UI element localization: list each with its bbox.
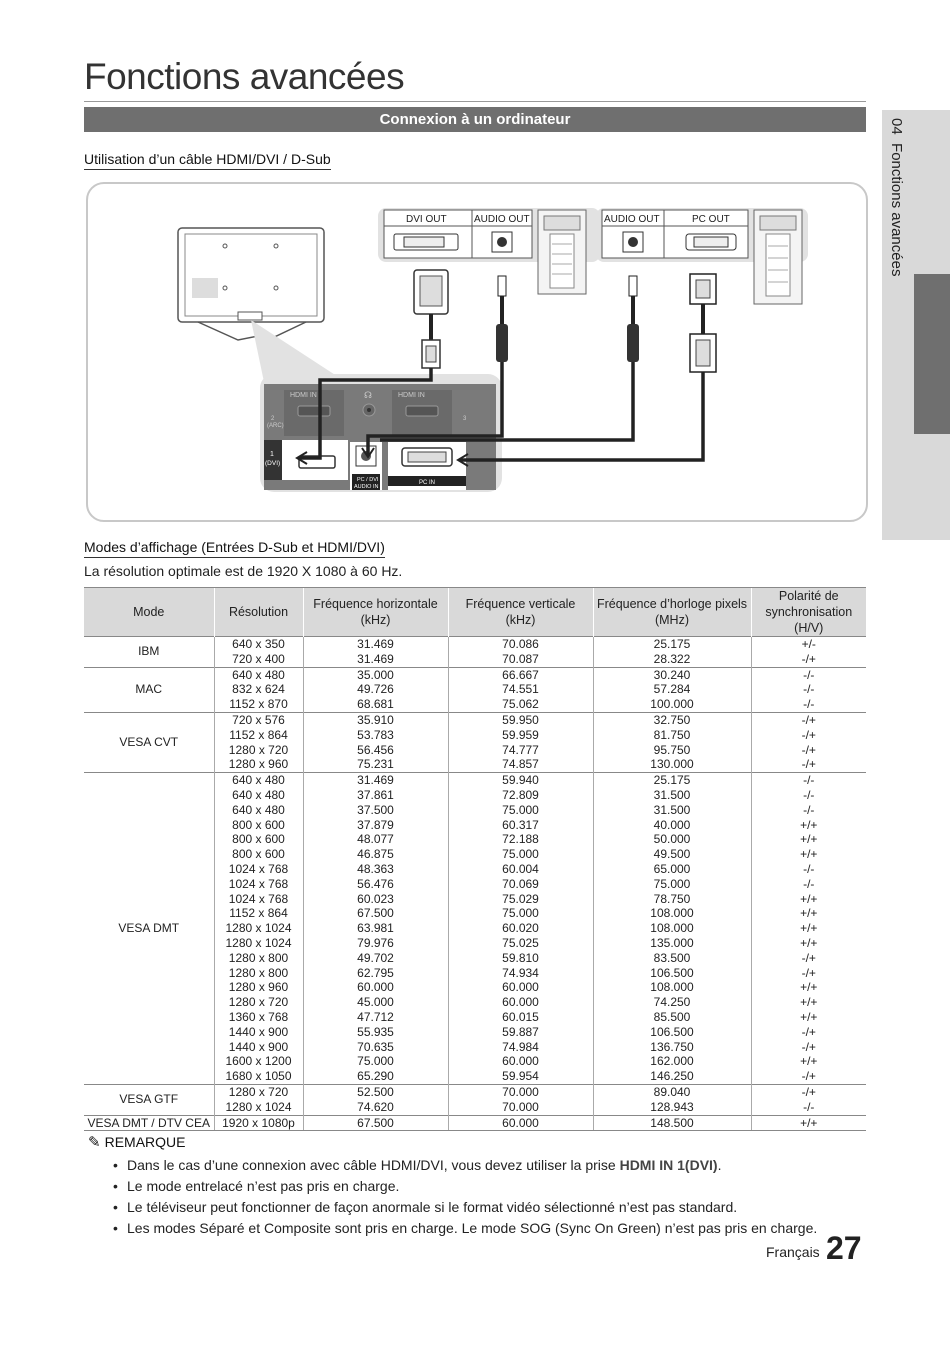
mode-cell: IBM: [84, 637, 214, 668]
pixel-clock-cell: 25.175: [593, 637, 751, 652]
hfreq-cell: 63.981: [303, 921, 448, 936]
page-number: 27: [826, 1230, 862, 1266]
polarity-cell: -/-: [751, 862, 866, 877]
resolution-cell: 1280 x 800: [214, 951, 303, 966]
pixel-clock-cell: 130.000: [593, 757, 751, 772]
hfreq-cell: 49.726: [303, 682, 448, 697]
polarity-cell: +/+: [751, 832, 866, 847]
pixel-clock-cell: 81.750: [593, 728, 751, 743]
vfreq-cell: 72.188: [448, 832, 593, 847]
resolution-cell: 800 x 600: [214, 818, 303, 833]
vfreq-cell: 74.551: [448, 682, 593, 697]
pixel-clock-cell: 135.000: [593, 936, 751, 951]
pc-in-label: PC IN: [419, 480, 436, 486]
pixel-clock-cell: 148.500: [593, 1115, 751, 1131]
hfreq-cell: 49.702: [303, 951, 448, 966]
header-clock-line1: Fréquence d’horloge pixels: [596, 597, 748, 611]
hfreq-cell: 56.456: [303, 743, 448, 758]
side-tab-number: 04: [888, 118, 905, 135]
hfreq-cell: 35.000: [303, 667, 448, 682]
resolution-cell: 1024 x 768: [214, 862, 303, 877]
pixel-clock-cell: 25.175: [593, 773, 751, 788]
pixel-clock-cell: 83.500: [593, 951, 751, 966]
vfreq-cell: 70.069: [448, 877, 593, 892]
vfreq-cell: 60.000: [448, 1054, 593, 1069]
resolution-cell: 1680 x 1050: [214, 1069, 303, 1084]
header-horizontal-frequency: [303, 588, 448, 637]
resolution-cell: 800 x 600: [214, 847, 303, 862]
pixel-clock-cell: 74.250: [593, 995, 751, 1010]
hfreq-cell: 74.620: [303, 1100, 448, 1115]
pixel-clock-cell: 89.040: [593, 1084, 751, 1099]
pc-out-label: PC OUT: [692, 214, 730, 225]
mode-cell: VESA GTF: [84, 1084, 214, 1115]
header-mode-text: Mode: [133, 605, 165, 619]
pixel-clock-cell: 31.500: [593, 803, 751, 818]
note-heading: [88, 1133, 185, 1151]
table-row: [84, 773, 866, 788]
resolution-cell: 1024 x 768: [214, 892, 303, 907]
hfreq-cell: 31.469: [303, 773, 448, 788]
vfreq-cell: 75.025: [448, 936, 593, 951]
polarity-cell: +/+: [751, 1054, 866, 1069]
polarity-cell: -/+: [751, 1084, 866, 1099]
vfreq-cell: 72.809: [448, 788, 593, 803]
hfreq-cell: 62.795: [303, 966, 448, 981]
note-title-text: REMARQUE: [104, 1134, 186, 1150]
pixel-clock-cell: 57.284: [593, 682, 751, 697]
polarity-cell: -/+: [751, 1069, 866, 1084]
header-vfreq-line1: Fréquence verticale: [465, 597, 576, 611]
resolution-cell: 800 x 600: [214, 832, 303, 847]
header-pol-line3: (H/V): [794, 621, 824, 635]
side-tab-text: [888, 118, 905, 276]
header-vertical-frequency: [448, 588, 593, 637]
vfreq-cell: 74.984: [448, 1040, 593, 1055]
note-3-text: Le téléviseur peut fonctionner de façon anormale si le format vidéo sélectionné n’est pas standard.: [127, 1199, 738, 1215]
hfreq-cell: 31.469: [303, 637, 448, 652]
svg-text:☊: ☊: [364, 390, 372, 400]
resolution-cell: 640 x 480: [214, 667, 303, 682]
pixel-clock-cell: 85.500: [593, 1010, 751, 1025]
table-row: [84, 637, 866, 652]
resolution-cell: 640 x 480: [214, 773, 303, 788]
hfreq-cell: 35.910: [303, 712, 448, 727]
hfreq-cell: 79.976: [303, 936, 448, 951]
resolution-cell: 1600 x 1200: [214, 1054, 303, 1069]
vfreq-cell: 75.000: [448, 803, 593, 818]
resolution-cell: 720 x 400: [214, 652, 303, 667]
hfreq-cell: 48.363: [303, 862, 448, 877]
hfreq-cell: 65.290: [303, 1069, 448, 1084]
audio-out-label-2: AUDIO OUT: [604, 214, 660, 225]
pixel-clock-cell: 49.500: [593, 847, 751, 862]
pixel-clock-cell: 30.240: [593, 667, 751, 682]
connection-diagram: [86, 182, 868, 522]
audio-in-label: AUDIO IN: [354, 484, 379, 490]
vfreq-cell: 59.810: [448, 951, 593, 966]
table-row: [84, 712, 866, 727]
note-item: [110, 1218, 817, 1239]
polarity-cell: +/+: [751, 818, 866, 833]
hfreq-cell: 67.500: [303, 906, 448, 921]
resolution-cell: 1152 x 864: [214, 906, 303, 921]
resolution-cell: 1280 x 1024: [214, 921, 303, 936]
header-vfreq-line2: (kHz): [505, 613, 536, 627]
vfreq-cell: 59.940: [448, 773, 593, 788]
resolution-cell: 640 x 480: [214, 803, 303, 818]
title-divider: [84, 101, 866, 102]
pixel-clock-cell: 162.000: [593, 1054, 751, 1069]
vfreq-cell: 75.000: [448, 906, 593, 921]
polarity-cell: -/+: [751, 1040, 866, 1055]
pc-dvi-output-panel: [378, 208, 600, 294]
header-hfreq-line2: (kHz): [360, 613, 391, 627]
polarity-cell: +/+: [751, 1115, 866, 1131]
hfreq-cell: 37.500: [303, 803, 448, 818]
display-modes-body: [84, 637, 866, 1131]
subsection-heading-modes: Modes d’affichage (Entrées D-Sub et HDMI/DVI): [84, 539, 385, 558]
resolution-cell: 1280 x 960: [214, 757, 303, 772]
vfreq-cell: 70.086: [448, 637, 593, 652]
note-item: [110, 1176, 817, 1197]
resolution-cell: 720 x 576: [214, 712, 303, 727]
hfreq-cell: 46.875: [303, 847, 448, 862]
vfreq-cell: 59.887: [448, 1025, 593, 1040]
vfreq-cell: 74.777: [448, 743, 593, 758]
note-2-text: Le mode entrelacé n’est pas pris en charge.: [127, 1178, 400, 1194]
hfreq-cell: 75.000: [303, 1054, 448, 1069]
polarity-cell: -/-: [751, 803, 866, 818]
resolution-cell: 640 x 480: [214, 788, 303, 803]
header-resolution: [214, 588, 303, 637]
vfreq-cell: 70.087: [448, 652, 593, 667]
subsection-heading-cable: Utilisation d’un câble HDMI/DVI / D-Sub: [84, 151, 331, 170]
pixel-clock-cell: 65.000: [593, 862, 751, 877]
pixel-clock-cell: 100.000: [593, 697, 751, 712]
port-3-label: 3: [463, 416, 467, 422]
vfreq-cell: 60.000: [448, 980, 593, 995]
port-1-label: 1: [270, 451, 274, 458]
table-row: [84, 667, 866, 682]
vfreq-cell: 60.020: [448, 921, 593, 936]
dvi-out-label: DVI OUT: [406, 214, 447, 225]
header-mode: [84, 588, 214, 637]
tv-connector-panel: [260, 374, 502, 492]
resolution-cell: 1440 x 900: [214, 1040, 303, 1055]
polarity-cell: -/+: [751, 743, 866, 758]
note-item: [110, 1197, 817, 1218]
hfreq-cell: 60.023: [303, 892, 448, 907]
pixel-clock-cell: 128.943: [593, 1100, 751, 1115]
header-hfreq-line1: Fréquence horizontale: [313, 597, 438, 611]
polarity-cell: +/+: [751, 847, 866, 862]
note-1-emphasis: HDMI IN 1(DVI): [619, 1157, 718, 1173]
header-resolution-text: Résolution: [228, 605, 289, 619]
note-1-text: Dans le cas d’une connexion avec câble HDMI/DVI, vous devez utiliser la prise: [127, 1157, 620, 1173]
footer-language: Français: [766, 1244, 820, 1260]
pc-dvi-label-line1: PC / DVI: [357, 477, 379, 483]
vfreq-cell: 59.950: [448, 712, 593, 727]
dvi-label: (DVI): [265, 460, 281, 467]
optimal-resolution-note: La résolution optimale est de 1920 X 1080 à 60 Hz.: [84, 563, 403, 579]
note-item: [110, 1155, 817, 1176]
vfreq-cell: 74.934: [448, 966, 593, 981]
table-row: [84, 1084, 866, 1099]
pixel-clock-cell: 75.000: [593, 877, 751, 892]
vfreq-cell: 60.317: [448, 818, 593, 833]
resolution-cell: 1360 x 768: [214, 1010, 303, 1025]
pixel-clock-cell: 50.000: [593, 832, 751, 847]
resolution-cell: 1440 x 900: [214, 1025, 303, 1040]
polarity-cell: +/+: [751, 1010, 866, 1025]
polarity-cell: -/+: [751, 966, 866, 981]
vfreq-cell: 70.000: [448, 1100, 593, 1115]
pixel-clock-cell: 31.500: [593, 788, 751, 803]
hfreq-cell: 52.500: [303, 1084, 448, 1099]
polarity-cell: -/-: [751, 877, 866, 892]
header-pixel-clock: [593, 588, 751, 637]
mode-cell: VESA DMT: [84, 773, 214, 1085]
tv-back-illustration: [178, 228, 324, 340]
connection-diagram-svg: [88, 184, 866, 520]
hfreq-cell: 48.077: [303, 832, 448, 847]
polarity-cell: +/+: [751, 936, 866, 951]
polarity-cell: -/-: [751, 667, 866, 682]
resolution-cell: 1280 x 960: [214, 980, 303, 995]
pixel-clock-cell: 95.750: [593, 743, 751, 758]
hfreq-cell: 37.879: [303, 818, 448, 833]
hfreq-cell: 75.231: [303, 757, 448, 772]
resolution-cell: 640 x 350: [214, 637, 303, 652]
pixel-clock-cell: 108.000: [593, 921, 751, 936]
hfreq-cell: 60.000: [303, 980, 448, 995]
resolution-cell: 1280 x 720: [214, 995, 303, 1010]
side-tab-marker: [914, 274, 950, 434]
hfreq-cell: 56.476: [303, 877, 448, 892]
vfreq-cell: 60.015: [448, 1010, 593, 1025]
mode-cell: VESA CVT: [84, 712, 214, 772]
header-clock-line2: (MHz): [654, 613, 689, 627]
note-4-text: Les modes Séparé et Composite sont pris en charge. Le mode SOG (Sync On Green) n’est pas pris en charge.: [127, 1220, 818, 1236]
pixel-clock-cell: 28.322: [593, 652, 751, 667]
polarity-cell: +/+: [751, 906, 866, 921]
pixel-clock-cell: 108.000: [593, 980, 751, 995]
polarity-cell: +/+: [751, 995, 866, 1010]
resolution-cell: 1280 x 720: [214, 743, 303, 758]
vfreq-cell: 75.029: [448, 892, 593, 907]
note-1-end: .: [717, 1157, 722, 1173]
vfreq-cell: 59.954: [448, 1069, 593, 1084]
polarity-cell: -/-: [751, 773, 866, 788]
hfreq-cell: 37.861: [303, 788, 448, 803]
pixel-clock-cell: 78.750: [593, 892, 751, 907]
vfreq-cell: 59.959: [448, 728, 593, 743]
header-pol-line2: synchronisation: [765, 605, 853, 619]
polarity-cell: -/-: [751, 697, 866, 712]
polarity-cell: -/-: [751, 1100, 866, 1115]
polarity-cell: -/-: [751, 788, 866, 803]
polarity-cell: -/+: [751, 757, 866, 772]
resolution-cell: 1024 x 768: [214, 877, 303, 892]
polarity-cell: -/+: [751, 728, 866, 743]
page-title: Fonctions avancées: [84, 56, 405, 97]
polarity-cell: +/+: [751, 980, 866, 995]
hdmi-in-label-left: HDMI IN: [290, 392, 317, 399]
pixel-clock-cell: 108.000: [593, 906, 751, 921]
hdmi-in-label-right: HDMI IN: [398, 392, 425, 399]
polarity-cell: -/+: [751, 712, 866, 727]
pencil-icon: ✎: [88, 1134, 101, 1151]
vfreq-cell: 75.000: [448, 847, 593, 862]
polarity-cell: +/+: [751, 921, 866, 936]
resolution-cell: 1280 x 720: [214, 1084, 303, 1099]
header-sync-polarity: [751, 588, 866, 637]
resolution-cell: 1920 x 1080p: [214, 1115, 303, 1131]
hfreq-cell: 45.000: [303, 995, 448, 1010]
vfreq-cell: 75.062: [448, 697, 593, 712]
pixel-clock-cell: 106.500: [593, 966, 751, 981]
pixel-clock-cell: 136.750: [593, 1040, 751, 1055]
arc-label: (ARC): [267, 423, 284, 429]
display-modes-table: [84, 587, 866, 1131]
resolution-cell: 1280 x 1024: [214, 1100, 303, 1115]
pixel-clock-cell: 32.750: [593, 712, 751, 727]
resolution-cell: 1280 x 1024: [214, 936, 303, 951]
mode-cell: VESA DMT / DTV CEA: [84, 1115, 214, 1131]
vfreq-cell: 60.004: [448, 862, 593, 877]
hfreq-cell: 68.681: [303, 697, 448, 712]
pixel-clock-cell: 146.250: [593, 1069, 751, 1084]
resolution-cell: 1152 x 870: [214, 697, 303, 712]
port-2-label: 2: [271, 416, 275, 422]
resolution-cell: 832 x 624: [214, 682, 303, 697]
resolution-cell: 1280 x 800: [214, 966, 303, 981]
pixel-clock-cell: 40.000: [593, 818, 751, 833]
hfreq-cell: 47.712: [303, 1010, 448, 1025]
polarity-cell: -/+: [751, 1025, 866, 1040]
chapter-side-tab: [882, 110, 950, 540]
hfreq-cell: 31.469: [303, 652, 448, 667]
vfreq-cell: 66.667: [448, 667, 593, 682]
mode-cell: MAC: [84, 667, 214, 712]
table-row: [84, 1115, 866, 1131]
hfreq-cell: 55.935: [303, 1025, 448, 1040]
hfreq-cell: 53.783: [303, 728, 448, 743]
vfreq-cell: 74.857: [448, 757, 593, 772]
hfreq-cell: 70.635: [303, 1040, 448, 1055]
vfreq-cell: 60.000: [448, 1115, 593, 1131]
side-tab-label: Fonctions avancées: [888, 143, 905, 277]
vfreq-cell: 60.000: [448, 995, 593, 1010]
polarity-cell: +/+: [751, 892, 866, 907]
polarity-cell: -/+: [751, 652, 866, 667]
audio-out-label-1: AUDIO OUT: [474, 214, 530, 225]
pixel-clock-cell: 106.500: [593, 1025, 751, 1040]
resolution-cell: 1152 x 864: [214, 728, 303, 743]
vfreq-cell: 70.000: [448, 1084, 593, 1099]
section-title: Connexion à un ordinateur: [84, 107, 866, 132]
polarity-cell: -/-: [751, 682, 866, 697]
polarity-cell: -/+: [751, 951, 866, 966]
header-pol-line1: Polarité de: [778, 589, 839, 603]
polarity-cell: +/-: [751, 637, 866, 652]
hfreq-cell: 67.500: [303, 1115, 448, 1131]
note-list: [110, 1155, 817, 1239]
